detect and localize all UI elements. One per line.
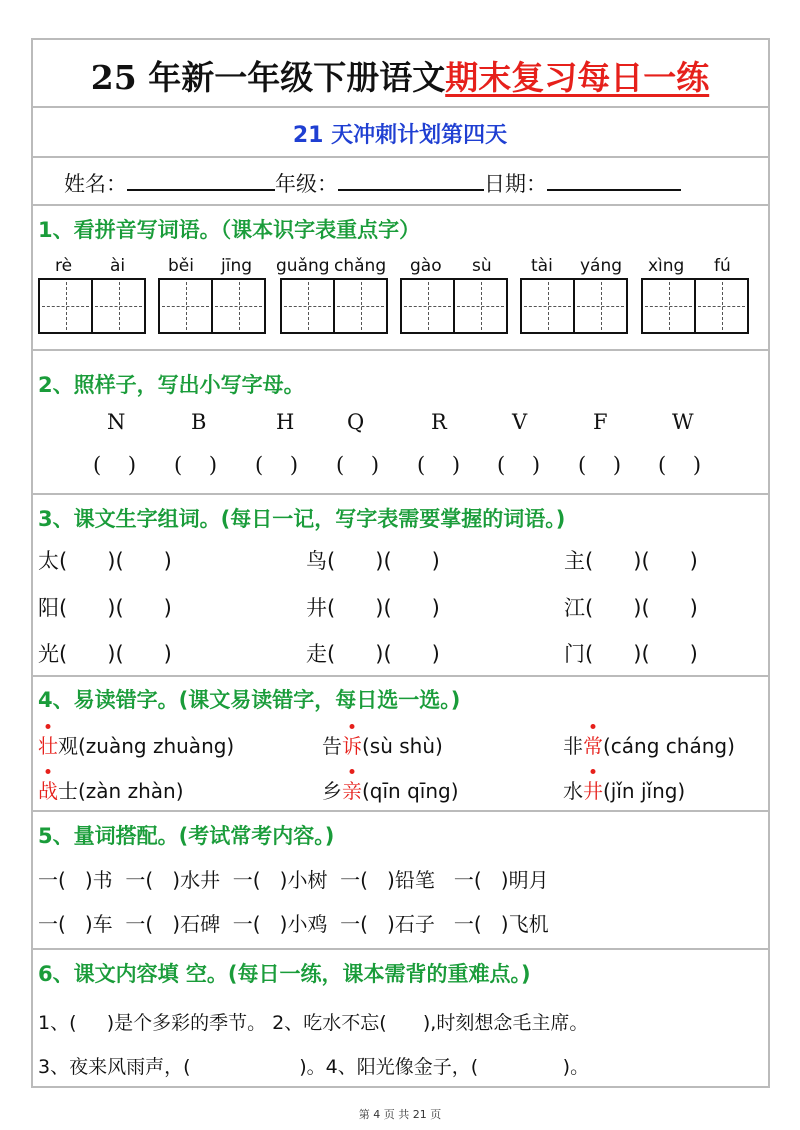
tricky-character-text: 战 bbox=[38, 779, 58, 803]
dot-mark bbox=[46, 724, 51, 729]
pinyin-label: guǎng bbox=[276, 256, 330, 276]
section1-title: 1、看拼音写词语。（课本识字表重点字） bbox=[38, 218, 421, 242]
tricky-word[interactable] bbox=[38, 730, 234, 759]
dot-mark bbox=[350, 724, 355, 729]
dot-mark bbox=[46, 769, 51, 774]
pinyin-label: rè bbox=[55, 256, 73, 276]
writing-cell[interactable] bbox=[520, 278, 575, 334]
word-blanks[interactable]: ( )( ) bbox=[585, 642, 698, 666]
date-field[interactable] bbox=[547, 169, 681, 191]
writing-box-pair bbox=[520, 278, 626, 336]
tricky-character-text: 亲 bbox=[342, 779, 362, 803]
writing-cell[interactable] bbox=[38, 278, 93, 334]
word-suffix: (jǐn jǐng) bbox=[603, 779, 686, 803]
pinyin-label: jīng bbox=[221, 256, 253, 276]
grade-label: 年级： bbox=[275, 172, 338, 196]
tricky-character bbox=[583, 779, 603, 803]
character: 江 bbox=[564, 596, 585, 620]
section2-title: 2、照样子，写出小写字母。 bbox=[38, 373, 305, 397]
writing-cell[interactable] bbox=[453, 278, 508, 334]
pinyin-label: sù bbox=[472, 256, 492, 276]
writing-cell[interactable] bbox=[573, 278, 628, 334]
writing-cell[interactable] bbox=[641, 278, 696, 334]
dot-mark bbox=[350, 769, 355, 774]
capital-letter: F bbox=[593, 410, 608, 434]
answer-paren[interactable]: ( ) bbox=[93, 453, 137, 477]
word-row bbox=[564, 592, 698, 622]
section6-title: 6、课文内容填 空。(每日一练，课本需背的重难点。) bbox=[38, 962, 531, 986]
grade-field[interactable] bbox=[338, 169, 484, 191]
character: 阳 bbox=[38, 596, 59, 620]
word-row bbox=[38, 545, 172, 575]
capital-letter: B bbox=[191, 410, 207, 434]
date-label: 日期： bbox=[484, 172, 547, 196]
writing-box-pair bbox=[400, 278, 506, 336]
section4-title: 4、易读错字。(课文易读错字，每日选一选。) bbox=[38, 688, 461, 712]
writing-cell[interactable] bbox=[211, 278, 266, 334]
tricky-character-text: 壮 bbox=[38, 734, 58, 758]
writing-cell[interactable] bbox=[158, 278, 213, 334]
word-suffix: (sù shù) bbox=[362, 734, 443, 758]
answer-paren[interactable]: ( ) bbox=[336, 453, 380, 477]
tricky-word[interactable] bbox=[38, 775, 184, 804]
word-blanks[interactable]: ( )( ) bbox=[327, 642, 440, 666]
writing-box-pair bbox=[280, 278, 386, 336]
pinyin-label: xìng bbox=[648, 256, 685, 276]
tricky-character-text: 井 bbox=[583, 779, 603, 803]
capital-letter: Q bbox=[347, 410, 365, 434]
word-blanks[interactable]: ( )( ) bbox=[59, 642, 172, 666]
writing-cell[interactable] bbox=[280, 278, 335, 334]
answer-paren[interactable]: ( ) bbox=[497, 453, 541, 477]
pinyin-label: tài bbox=[531, 256, 553, 276]
pinyin-label: yáng bbox=[580, 256, 623, 276]
pinyin-label: gào bbox=[410, 256, 442, 276]
word-prefix: 告 bbox=[322, 734, 342, 758]
character: 门 bbox=[564, 642, 585, 666]
answer-paren[interactable]: ( ) bbox=[658, 453, 702, 477]
capital-letter: V bbox=[512, 410, 528, 434]
word-suffix: (cáng cháng) bbox=[603, 734, 735, 758]
writing-cell[interactable] bbox=[400, 278, 455, 334]
measure-word-row[interactable]: 一( )书 一( )水井 一( )小树 一( )铅笔 一( )明月 bbox=[38, 868, 549, 892]
word-row bbox=[38, 592, 172, 622]
word-suffix: 观(zuàng zhuàng) bbox=[58, 734, 235, 758]
answer-paren[interactable]: ( ) bbox=[174, 453, 218, 477]
word-prefix: 乡 bbox=[322, 779, 342, 803]
tricky-character bbox=[38, 779, 58, 803]
tricky-character bbox=[583, 734, 603, 758]
character: 太 bbox=[38, 549, 59, 573]
pinyin-label: fú bbox=[714, 256, 731, 276]
answer-paren[interactable]: ( ) bbox=[578, 453, 622, 477]
writing-cell[interactable] bbox=[333, 278, 388, 334]
word-prefix: 水 bbox=[563, 779, 583, 803]
word-row bbox=[38, 638, 172, 668]
character: 井 bbox=[306, 596, 327, 620]
answer-paren[interactable]: ( ) bbox=[417, 453, 461, 477]
pinyin-label: běi bbox=[168, 256, 194, 276]
capital-letter: R bbox=[431, 410, 447, 434]
word-row bbox=[564, 545, 698, 575]
word-row bbox=[564, 638, 698, 668]
tricky-word[interactable] bbox=[563, 775, 685, 804]
fill-blank-line[interactable]: 3、夜来风雨声，( )。4、阳光像金子，( )。 bbox=[38, 1056, 590, 1078]
tricky-character bbox=[342, 734, 362, 758]
capital-letter: H bbox=[276, 410, 295, 434]
word-row bbox=[306, 545, 440, 575]
writing-box-pair bbox=[38, 278, 144, 336]
tricky-word[interactable] bbox=[322, 730, 443, 759]
section3-title: 3、课文生字组词。(每日一记，写字表需要掌握的词语。) bbox=[38, 507, 566, 531]
word-blanks[interactable]: ( )( ) bbox=[327, 596, 440, 620]
word-suffix: (qīn qīng) bbox=[362, 779, 459, 803]
word-prefix: 非 bbox=[563, 734, 583, 758]
writing-box-pair bbox=[158, 278, 264, 336]
tricky-character-text: 常 bbox=[583, 734, 603, 758]
measure-word-row[interactable]: 一( )车 一( )石碑 一( )小鸡 一( )石子 一( )飞机 bbox=[38, 912, 549, 936]
writing-cell[interactable] bbox=[694, 278, 749, 334]
character: 走 bbox=[306, 642, 327, 666]
word-blanks[interactable]: ( )( ) bbox=[59, 549, 172, 573]
word-blanks[interactable]: ( )( ) bbox=[59, 596, 172, 620]
pinyin-label: chǎng bbox=[334, 256, 387, 276]
word-blanks[interactable]: ( )( ) bbox=[585, 549, 698, 573]
word-row bbox=[306, 638, 440, 668]
dot-mark bbox=[591, 724, 596, 729]
fill-blank-line[interactable]: 1、( )是个多彩的季节。 2、吃水不忘( ),时刻想念毛主席。 bbox=[38, 1012, 589, 1034]
name-label: 姓名： bbox=[64, 172, 127, 196]
tricky-word[interactable] bbox=[322, 775, 459, 804]
writing-cell[interactable] bbox=[91, 278, 146, 334]
student-info bbox=[64, 168, 681, 198]
capital-letter: W bbox=[672, 410, 694, 434]
word-row bbox=[306, 592, 440, 622]
writing-box-pair bbox=[641, 278, 747, 336]
page-number: 第 4 页 共 21 页 bbox=[358, 1108, 442, 1121]
character: 鸟 bbox=[306, 549, 327, 573]
dot-mark bbox=[591, 769, 596, 774]
character: 光 bbox=[38, 642, 59, 666]
answer-paren[interactable]: ( ) bbox=[255, 453, 299, 477]
tricky-character-text: 诉 bbox=[342, 734, 362, 758]
title-red: 期末复习每日一练 bbox=[445, 58, 710, 97]
tricky-character bbox=[38, 734, 58, 758]
name-field[interactable] bbox=[127, 169, 275, 191]
word-blanks[interactable]: ( )( ) bbox=[585, 596, 698, 620]
word-suffix: 士(zàn zhàn) bbox=[58, 779, 184, 803]
section5-title: 5、量词搭配。(考试常考内容。) bbox=[38, 824, 335, 848]
title-black: 25 年新一年级下册语文 bbox=[90, 58, 446, 97]
page-subtitle: 21 天冲刺计划第四天 bbox=[292, 123, 508, 148]
capital-letter: N bbox=[107, 410, 126, 434]
word-blanks[interactable]: ( )( ) bbox=[327, 549, 440, 573]
character: 主 bbox=[564, 549, 585, 573]
tricky-character bbox=[342, 779, 362, 803]
pinyin-label: ài bbox=[110, 256, 126, 276]
page-title bbox=[0, 52, 800, 99]
tricky-word[interactable] bbox=[563, 730, 735, 759]
